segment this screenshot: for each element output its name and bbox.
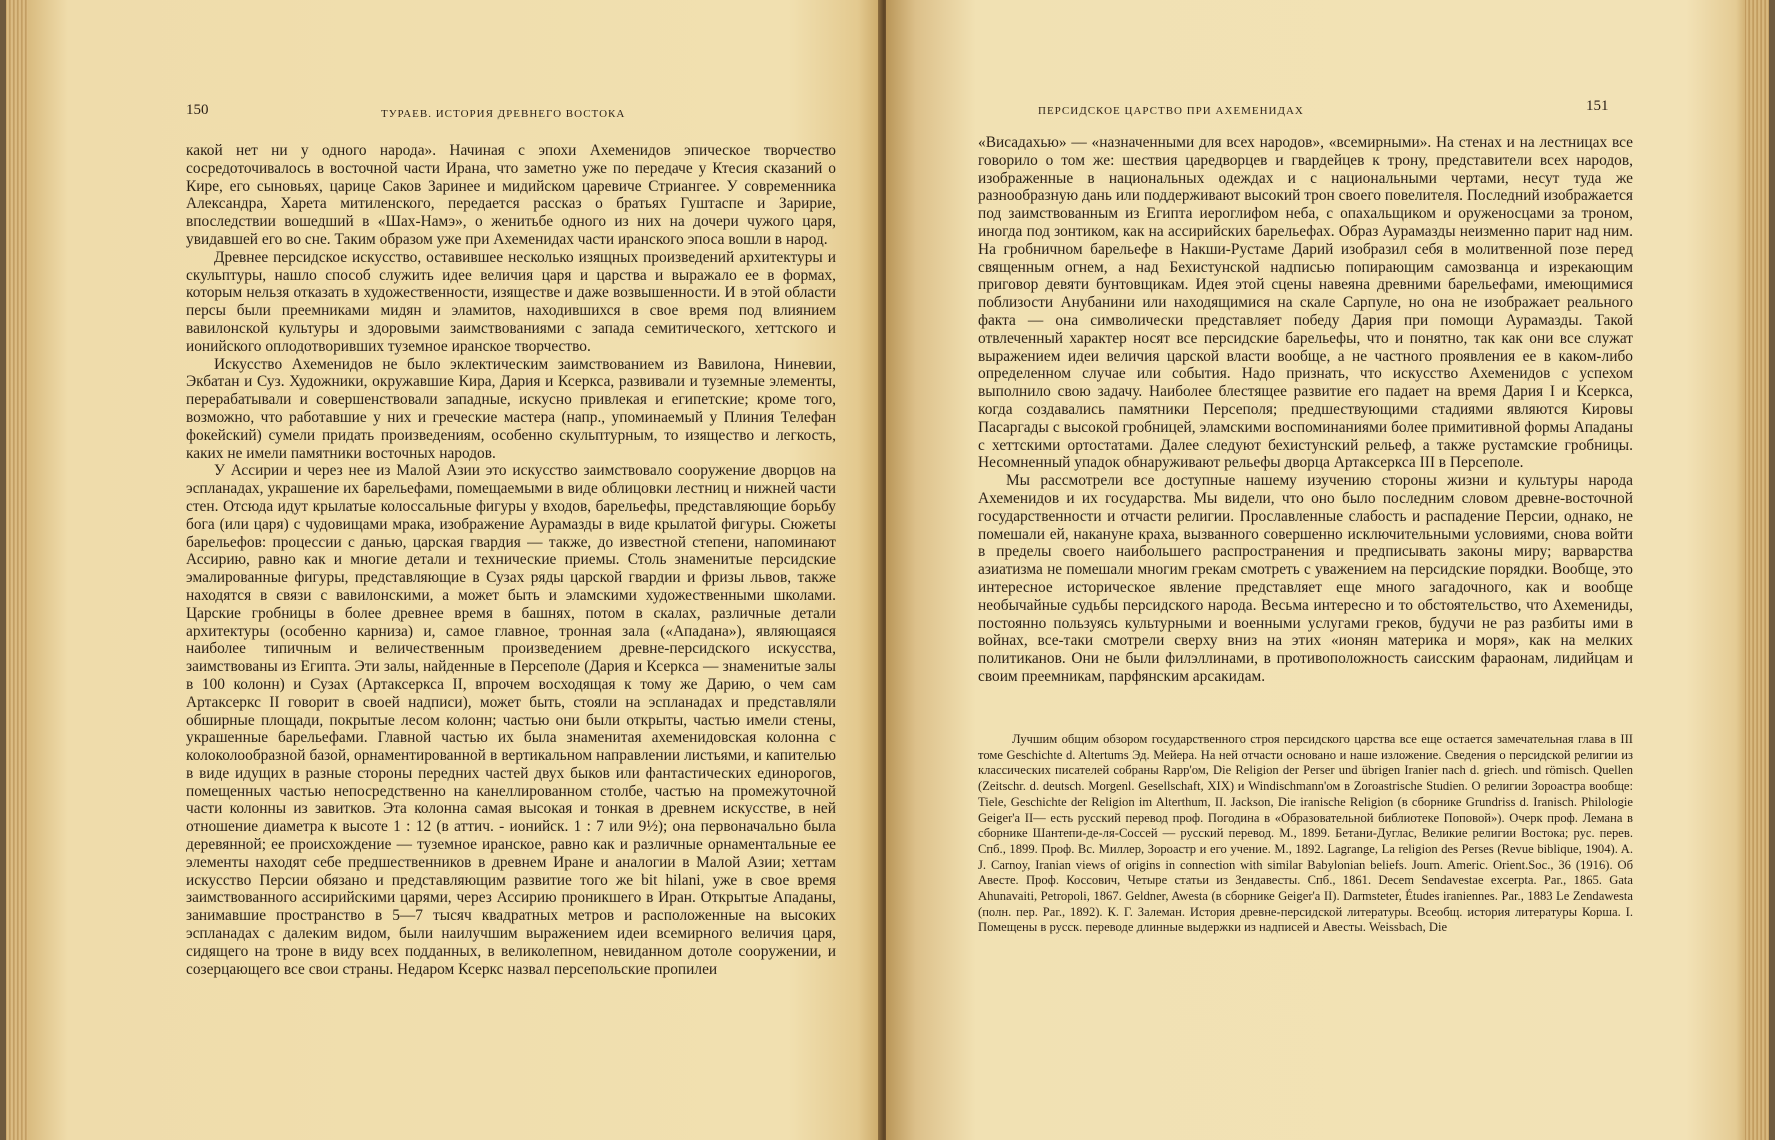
page-number: 151 (1586, 98, 1609, 114)
left-page (28, 0, 883, 1140)
body-text (978, 134, 1633, 686)
paragraph: какой нет ни у одного народа». Начиная с эпохи Ахеменидов эпическое творчество сосредоточивалось в восточной части Ирана, что заметно уже по передаче у Ктесия сказаний о Кире, его сыновьях, царице Саков Заринее и мидийском царевиче Стриангее. У современника Александра, Харета митиленского, передается рассказ о братьях Гуштаспе и Заририе, впоследствии вошедший в «Шах-Намэ», о женитьбе одного из них на дочери чужого царя, увидавшей его во сне. Таким образом уже при Ахеменидах части иранского эпоса вошли в народ. (186, 142, 836, 248)
open-book (6, 0, 1769, 1140)
paragraph: Мы рассмотрели все доступные нашему изучению стороны жизни и культуры народа Ахеменидов и их государства. Мы видели, что оно было последним словом древне-восточной государственности и отчасти религии. Прославленные слабость и распадение Персии, однако, не помешали ей, накануне краха, вызванного совершенно исключительными условиями, снова войти в пределы своего наибольшего распространения и предписывать законы миру; варварства азиатизма не помешали многим грекам смотреть с уважением на персидские порядки. Вообще, это интересное историческое явление представляет еще много загадочного, как и вообще необычайные судьбы персидского народа. Весьма интересно и то обстоятельство, что Ахемениды, постоянно пользуясь культурными и военными услугами греков, будучи не раз разбиты ими в войнах, все-таки смотрели сверху вниз на этих «ионян материка и моря», как на мелких политиканов. Они не были филэллинами, в противоположность саисским фараонам, лидийцам и своим преемникам, парфянским арсакидам. (978, 472, 1633, 685)
right-page (886, 0, 1751, 1140)
footnote (978, 732, 1633, 936)
running-head: ТУРАЕВ. ИСТОРИЯ ДРЕВНЕГО ВОСТОКА (381, 108, 626, 120)
paragraph: У Ассирии и через нее из Малой Азии это искусство заимствовало сооружение дворцов на эспланадах, украшение их барельефами, помещаемыми в виде облицовки лестниц и нижней части стен. Отсюда идут крылатые колоссальные фигуры у входов, барельефы, представляющие борьбу бога (или царя) с чудовищами мрака, изображение Аурамазды в виде крылатой фигуры. Сюжеты барельефов: процессии с данью, царская гвардия — также, до известной степени, напоминают Ассирию, равно как и многие детали и технические приемы. Столь знаменитые персидские эмалированные фигуры, представляющие в Сузах ряды царской гвардии и фризы львов, также находятся в связи с вавилонскими, а может быть и эламскими художественными школами. Царские гробницы в более древнее время в башнях, потом в скалах, различные детали архитектуры (особенно карниза) и, самое главное, тронная зала («Ападана»), являющаяся наиболее типичным и величественным произведением древне-персидского искусства, заимствованы из Египта. Эти залы, найденные в Персеполе (Дария и Ксеркса — знаменитые залы в 100 колонн) и Сузах (Артаксеркса II, впрочем восходящая к тому же Дарию, о чем сам Артаксеркс II говорит в своей надписи), может быть, стояли на эспланадах и представляли обширные площади, покрытые лесом колонн; частью они были открыты, частью имели стены, украшенные барельефами. Главной частью их была знаменитая ахеменидовская колонна с колоколообразной базой, орнаментированной в вертикальном направлении листьями, и капителью в виде идущих в разные стороны передних частей двух быков или фантастических единорогов, помещенных частью непосредственно на канеллированном столбе, частью на промежуточной части колонны из завитков. Эта колонна самая высокая и тонкая в древнем искусстве, в ней отношение диаметра к высоте 1 : 12 (в аттич. - ионийск. 1 : 7 или 9½); она первоначально была деревянной; ее происхождение — туземное иранское, равно как и различные орнаментальные ее элементы находят себе предшественников в древнем Иране и аналогии в Малой Азии; хеттам искусство Персии обязано и представляющим развитие того же bit hilani, уже в свое время заимствованного ассирийскими царями, через Ассирию проникшего в Иран. Открытые Ападаны, занимавшие пространство в 5—7 тысяч квадратных метров и расположенные на высоких эспланадах с далеким видом, были наилучшим выражением идеи всемирного величия царя, сидящего на троне в виду всех подданных, в великолепном, невиданном дотоле сооружении, и созерцающего все свои страны. Недаром Ксеркс назвал персепольские пропилеи (186, 462, 836, 978)
paragraph: Искусство Ахеменидов не было эклектическим заимствованием из Вавилона, Ниневии, Экбатан и Суз. Художники, окружавшие Кира, Дария и Ксеркса, развивали и туземные элементы, перерабатывали и совершенствовали западные, искусно привлекая и египетские; кроме того, возможно, что работавшие у них и греческие мастера (напр., упоминаемый у Плиния Телефан фокейский) сумели придать произведениям, особенно скульптурным, то изящество и легкость, каких не имели памятники восточных народов. (186, 355, 836, 462)
page-number: 150 (186, 102, 209, 118)
running-head: ПЕРСИДСКОЕ ЦАРСТВО ПРИ АХЕМЕНИДАХ (1038, 105, 1304, 117)
paragraph: «Висадахью» — «назначенными для всех народов», «всемирными». На стенах и на лестницах все говорило о том же: шествия царедворцев и гвардейцев к трону, представители всех народов, изображенные в национальных одеждах и с национальными чертами, несут туда же разнообразную дань или поддерживают высокий трон своего повелителя. Последний изображается под заимствованным из Египта иероглифом неба, с опахальщиком и оруженосцами за троном, иногда под зонтиком, как на ассирийских барельефах. Образ Аурамазды неизменно парит над ним. На гробничном барельефе в Накши-Рустаме Дарий изобразил себя в молитвенной позе перед священным огнем, а над Бехистунской надписью попирающим самозванца и изрекающим приговор девяти бунтовщикам. Идея этой сцены навеяна древними барельефами, имеющимися поблизости Анубанини или находящимися на скале Сарпуле, но она не изображает реального факта — она символически представляет победу Дария при помощи Аурамазды. Такой отвлеченный характер носят все персидские барельефы, что и понятно, так как они все служат выражением идеи величия царской власти вообще, а не частного проявления ее в каком-либо определенном случае или события. Надо признать, что искусство Ахеменидов с успехом выполнило свою задачу. Наиболее блестящее развитие его падает на время Дария I и Ксеркса, когда создавались памятники Персеполя; предшествующими стадиями являются Кировы Пасаргады с высокой гробницей, эламскими воспоминаниями более примитивной формы Ападаны с хеттскими ортостатами. Далее следуют бехистунский рельеф, а также рустамские гробницы. Несомненный упадок обнаруживают рельефы дворца Артаксеркса III в Персеполе. (978, 134, 1633, 472)
body-text (186, 142, 836, 978)
paragraph: Древнее персидское искусство, оставившее несколько изящных произведений архитектуры и скульптуры, нашло способ служить идее величия царя и царства и выражало ее в формах, которым нельзя отказать в художественности, изяществе и даже возвышенности. И в этой области персы были преемниками мидян и эламитов, находившихся в свое время под влиянием вавилонской культуры и здоровыми заимствованиями с запада семитического, хеттского и ионийского оплодотворивших туземное иранское творчество. (186, 248, 836, 355)
footnote-text: Лучшим общим обзором государственного строя персидского царства все еще остается замечательная глава в III томе Geschichte d. Altertums Эд. Мейера. На ней отчасти основано и наше изложение. Сведения о персидской религии из классических писателей собраны Rapp'ом, Die Religion der Perser und übrigen Iranier nach d. griech. und römisch. Quellen (Zeitschr. d. deutsch. Morgenl. Gesellschaft, XIX) и Windischmann'ом в Zoroastrische Studien. О религии Зороастра вообще: Tiele, Geschichte der Religion im Alterthum, II. Jackson, Die iranische Religion (в сборнике Grundriss d. Iranisch. Philologie Geiger'a II— есть русский перевод проф. Погодина в «Образовательной библиотеке Поповой»). Очерк проф. Лемана в сборнике Шантепи-де-ля-Соссей — русский перевод. М., 1899. Бетани-Дуглас, Великие религии Востока; рус. перев. Спб., 1899. Проф. Вс. Миллер, Зороастр и его учение. М., 1892. Lagrange, La religion des Perses (Revue biblique, 1904). A. J. Carnoy, Iranian views of origins in connection with similar Babylonian beliefs. Journ. Americ. Orient.Soc., 36 (1916). Об Авесте. Проф. Коссович, Четыре статьи из Зендавесты. Спб., 1861. Decem Sendavestae excerpta. Par., 1865. Gata Ahunavaiti, Petropoli, 1867. Geldner, Awesta (в сборнике Geiger'a II). Darmsteter, Études iraniennes. Par., 1883 Le Zendawesta (полн. пер. Par., 1892). К. Г. Залеман. История древне-персидской литературы. Всеобщ. история литературы Корша. I. Помещены в русск. переводе длинные выдержки из надписей и Авесты. Weissbach, Die (978, 732, 1633, 935)
page-edges-right (1745, 0, 1769, 1140)
